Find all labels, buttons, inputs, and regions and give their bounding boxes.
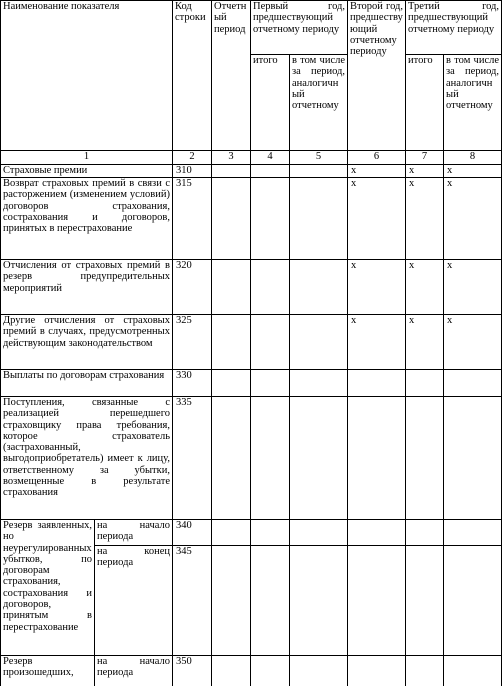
cell-empty	[348, 370, 406, 397]
row-code: 345	[173, 546, 212, 656]
cell-empty	[406, 520, 444, 546]
column-number: 3	[212, 151, 251, 165]
table-row	[1, 315, 502, 370]
cell-empty	[444, 370, 502, 397]
column-number: 4	[251, 151, 290, 165]
cell-empty	[212, 165, 251, 178]
cell-empty	[251, 520, 290, 546]
table-row	[1, 178, 502, 260]
row-code: 315	[173, 178, 212, 260]
row-code: 320	[173, 260, 212, 315]
header-code: Код строки	[173, 1, 212, 151]
cell-empty	[444, 520, 502, 546]
cell-empty	[212, 370, 251, 397]
cell-x: x	[444, 315, 502, 370]
reserve-period-start: на начало периода	[95, 656, 173, 686]
cell-empty	[251, 546, 290, 656]
row-code: 335	[173, 397, 212, 520]
header-reporting: Отчетный период	[212, 1, 251, 151]
cell-empty	[251, 260, 290, 315]
row-name: Выплаты по договорам страхования	[1, 370, 173, 397]
cell-x: x	[406, 315, 444, 370]
cell-empty	[444, 397, 502, 520]
cell-x: x	[444, 260, 502, 315]
cell-empty	[212, 178, 251, 260]
row-code: 330	[173, 370, 212, 397]
reserve-name: Резерв заявленных, но неурегулированных убытков, по договорам страхования, сострахования и договоров, принятым в перестрахование	[1, 520, 95, 656]
cell-empty	[251, 315, 290, 370]
cell-empty	[212, 260, 251, 315]
cell-x: x	[444, 165, 502, 178]
table-row	[1, 520, 502, 546]
cell-empty	[348, 656, 406, 686]
cell-empty	[212, 546, 251, 656]
header-first-including: в том числе за период, аналогичный отчетному	[290, 55, 348, 151]
cell-empty	[290, 260, 348, 315]
header-row	[1, 1, 502, 55]
cell-empty	[212, 656, 251, 686]
cell-x: x	[444, 178, 502, 260]
row-name: Страховые премии	[1, 165, 173, 178]
row-code: 340	[173, 520, 212, 546]
cell-x: x	[406, 178, 444, 260]
table-row	[1, 397, 502, 520]
cell-empty	[348, 520, 406, 546]
cell-empty	[251, 397, 290, 520]
column-number: 2	[173, 151, 212, 165]
reserve-name: Резерв произошедших,	[1, 656, 95, 686]
header-third-year: Третий год, предшествующий отчетному периоду	[406, 1, 502, 55]
row-code: 350	[173, 656, 212, 686]
table-row	[1, 370, 502, 397]
cell-empty	[290, 178, 348, 260]
cell-empty	[251, 178, 290, 260]
cell-empty	[444, 546, 502, 656]
header-name: Наименование показателя	[1, 1, 173, 151]
column-number: 7	[406, 151, 444, 165]
header-third-total: итого	[406, 55, 444, 151]
cell-empty	[290, 397, 348, 520]
row-name: Возврат страховых премий в связи с расторжением (изменением условий) договоров страхования, сострахования и договоров, принятых в перестрахование	[1, 178, 173, 260]
cell-x: x	[348, 315, 406, 370]
cell-x: x	[348, 178, 406, 260]
cell-empty	[212, 520, 251, 546]
cell-empty	[406, 656, 444, 686]
cell-x: x	[406, 260, 444, 315]
row-code: 310	[173, 165, 212, 178]
reserve-period-end: на конец периода	[95, 546, 173, 656]
cell-empty	[406, 397, 444, 520]
column-number: 6	[348, 151, 406, 165]
table-row	[1, 260, 502, 315]
cell-empty	[290, 315, 348, 370]
cell-empty	[290, 370, 348, 397]
header-third-including: в том числе за период, аналогичный отчетному	[444, 55, 502, 151]
cell-empty	[290, 546, 348, 656]
column-number-row	[1, 151, 502, 165]
cell-x: x	[406, 165, 444, 178]
cell-empty	[290, 165, 348, 178]
cell-empty	[406, 370, 444, 397]
row-code: 325	[173, 315, 212, 370]
cell-empty	[444, 656, 502, 686]
header-second-year: Второй год, предшествующий отчетному периоду	[348, 1, 406, 151]
cell-x: x	[348, 260, 406, 315]
reserve-period-start: на начало периода	[95, 520, 173, 546]
cell-empty	[212, 397, 251, 520]
row-name: Отчисления от страховых премий в резерв предупредительных мероприятий	[1, 260, 173, 315]
column-number: 8	[444, 151, 502, 165]
cell-empty	[251, 165, 290, 178]
column-number: 1	[1, 151, 173, 165]
row-name: Другие отчисления от страховых премий в случаях, предусмотренных действующим законодательством	[1, 315, 173, 370]
header-first-total: итого	[251, 55, 290, 151]
cell-empty	[406, 546, 444, 656]
cell-empty	[290, 520, 348, 546]
cell-empty	[348, 546, 406, 656]
cell-empty	[290, 656, 348, 686]
cell-x: x	[348, 165, 406, 178]
column-number: 5	[290, 151, 348, 165]
table-row	[1, 165, 502, 178]
table-row	[1, 656, 502, 686]
cell-empty	[251, 370, 290, 397]
cell-empty	[348, 397, 406, 520]
header-first-year: Первый год, предшествующий отчетному периоду	[251, 1, 348, 55]
cell-empty	[251, 656, 290, 686]
cell-empty	[212, 315, 251, 370]
row-name: Поступления, связанные с реализацией перешедшего страховщику права требования, которое страхователь (застрахованный, выгодоприобретатель) имеет к лицу, ответственному за убытки, возмещенные в результате страхования	[1, 397, 173, 520]
